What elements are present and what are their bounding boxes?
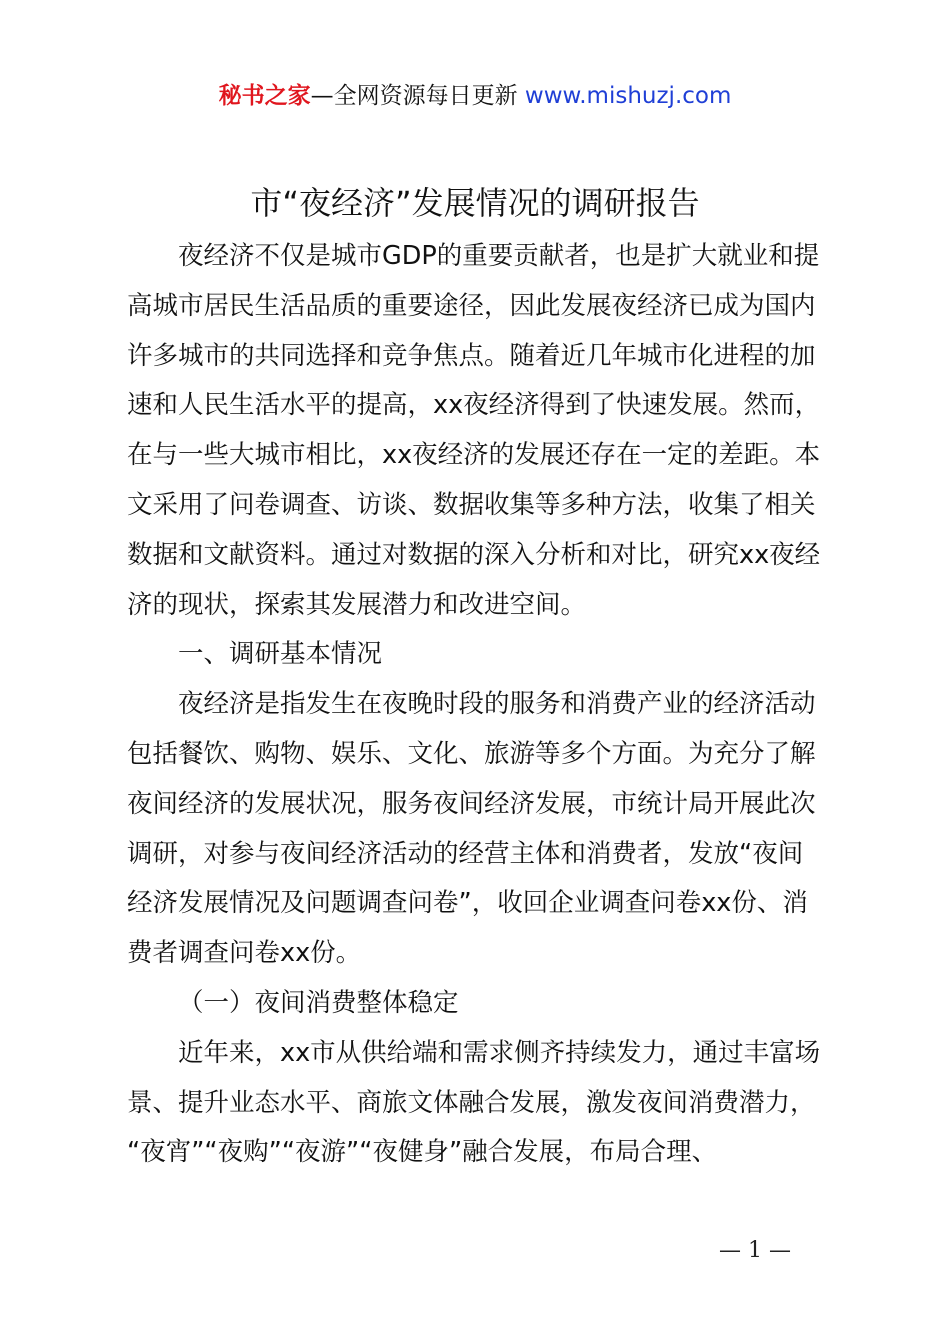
body-line: 许多城市的共同选择和竞争焦点。随着近几年城市化进程的加	[127, 340, 816, 371]
page-number: — 1 —	[719, 1238, 791, 1263]
document-body	[127, 232, 833, 1178]
site-header	[0, 80, 950, 112]
section-heading: 一、调研基本情况	[178, 639, 383, 670]
body-line: 文采用了问卷调查、访谈、数据收集等多种方法，收集了相关	[127, 489, 816, 520]
body-line: 夜经济是指发生在夜晚时段的服务和消费产业的经济活动	[178, 689, 816, 720]
body-line: 包括餐饮、购物、娱乐、文化、旅游等多个方面。为充分了解	[127, 738, 816, 769]
body-line: 夜经济不仅是城市GDP的重要贡献者，也是扩大就业和提	[178, 241, 820, 271]
body-line: 景、提升业态水平、商旅文体融合发展，激发夜间消费潜力，	[127, 1087, 816, 1118]
body-line: 在与一些大城市相比，xx夜经济的发展还存在一定的差距。本	[127, 440, 821, 471]
header-dash: —	[310, 83, 334, 109]
body-line: 经济发展情况及问题调查问卷”，收回企业调查问卷xx份、消	[127, 888, 808, 919]
body-line: 数据和文献资料。通过对数据的深入分析和对比，研究xx夜经	[127, 539, 821, 570]
header-slogan: 全网资源每日更新	[333, 83, 518, 109]
body-line: 近年来，xx市从供给端和需求侧齐持续发力，通过丰富场	[178, 1037, 821, 1068]
body-line: 调研，对参与夜间经济活动的经营主体和消费者，发放“夜间	[127, 838, 804, 869]
body-line: 费者调查问卷xx份。	[127, 938, 362, 969]
subsection-heading: （一）夜间消费整体稳定	[178, 987, 459, 1018]
body-line: 高城市居民生活品质的重要途径，因此发展夜经济已成为国内	[127, 290, 816, 321]
body-line: “夜宵”“夜购”“夜游”“夜健身”融合发展，布局合理、	[127, 1137, 718, 1168]
body-line: 济的现状，探索其发展潜力和改进空间。	[127, 589, 587, 620]
brand-name: 秘书之家	[218, 83, 311, 109]
document-title: 市“夜经济”发展情况的调研报告	[250, 184, 700, 222]
site-url-link[interactable]: www.mishuzj.com	[524, 83, 732, 109]
body-line: 夜间经济的发展状况，服务夜间经济发展，市统计局开展此次	[127, 788, 816, 819]
body-line: 速和人民生活水平的提高，xx夜经济得到了快速发展。然而，	[127, 390, 821, 421]
